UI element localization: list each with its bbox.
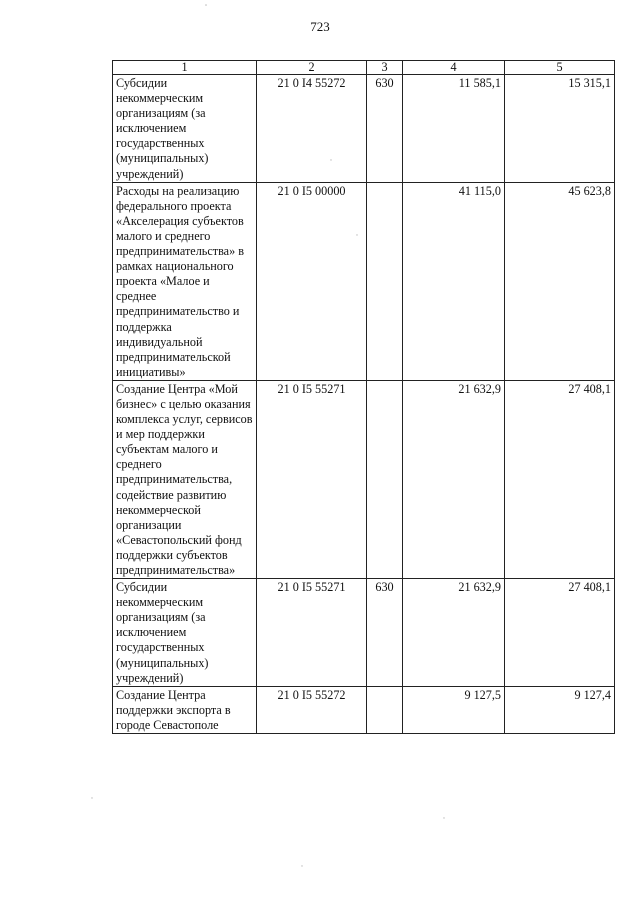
row-value-col4: 11 585,1 [403,75,505,183]
table-header-row [113,61,615,75]
row-code: 21 0 I4 55272 [257,75,367,183]
table-row [113,579,615,687]
row-value-col4: 21 632,9 [403,380,505,578]
column-header-5: 5 [505,61,615,75]
row-value-col4: 9 127,5 [403,686,505,733]
row-value-col5: 15 315,1 [505,75,615,183]
row-kvr [367,380,403,578]
row-value-col4: 21 632,9 [403,579,505,687]
column-header-3: 3 [367,61,403,75]
table-row [113,380,615,578]
row-kvr [367,182,403,380]
table-row [113,686,615,733]
row-value-col5: 27 408,1 [505,380,615,578]
row-value-col5: 9 127,4 [505,686,615,733]
row-value-col5: 27 408,1 [505,579,615,687]
row-code: 21 0 I5 00000 [257,182,367,380]
row-name: Субсидии некоммерческим организациям (за исключением государственных (муниципальных) учреждений) [113,579,257,687]
row-value-col4: 41 115,0 [403,182,505,380]
row-value-col5: 45 623,8 [505,182,615,380]
table-row [113,182,615,380]
budget-table [112,60,615,734]
row-name: Создание Центра поддержки экспорта в городе Севастополе [113,686,257,733]
row-kvr: 630 [367,579,403,687]
row-code: 21 0 I5 55272 [257,686,367,733]
page-number: 723 [310,19,330,34]
row-code: 21 0 I5 55271 [257,380,367,578]
column-header-4: 4 [403,61,505,75]
row-name: Расходы на реализацию федерального проекта «Акселерация субъектов малого и среднего предпринимательства» в рамках национального проекта «Малое и среднее предпринимательство и поддержка индивидуальной предпринимательской инициативы» [113,182,257,380]
table-row [113,75,615,183]
row-name: Субсидии некоммерческим организациям (за исключением государственных (муниципальных) учреждений) [113,75,257,183]
column-header-1: 1 [113,61,257,75]
row-name: Создание Центра «Мой бизнес» с целью оказания комплекса услуг, сервисов и мер поддержки субъектам малого и среднего предпринимательства, содействие развитию некоммерческой организации «Севастопольский фонд поддержки субъектов предпринимательства» [113,380,257,578]
column-header-2: 2 [257,61,367,75]
row-kvr: 630 [367,75,403,183]
row-kvr [367,686,403,733]
row-code: 21 0 I5 55271 [257,579,367,687]
